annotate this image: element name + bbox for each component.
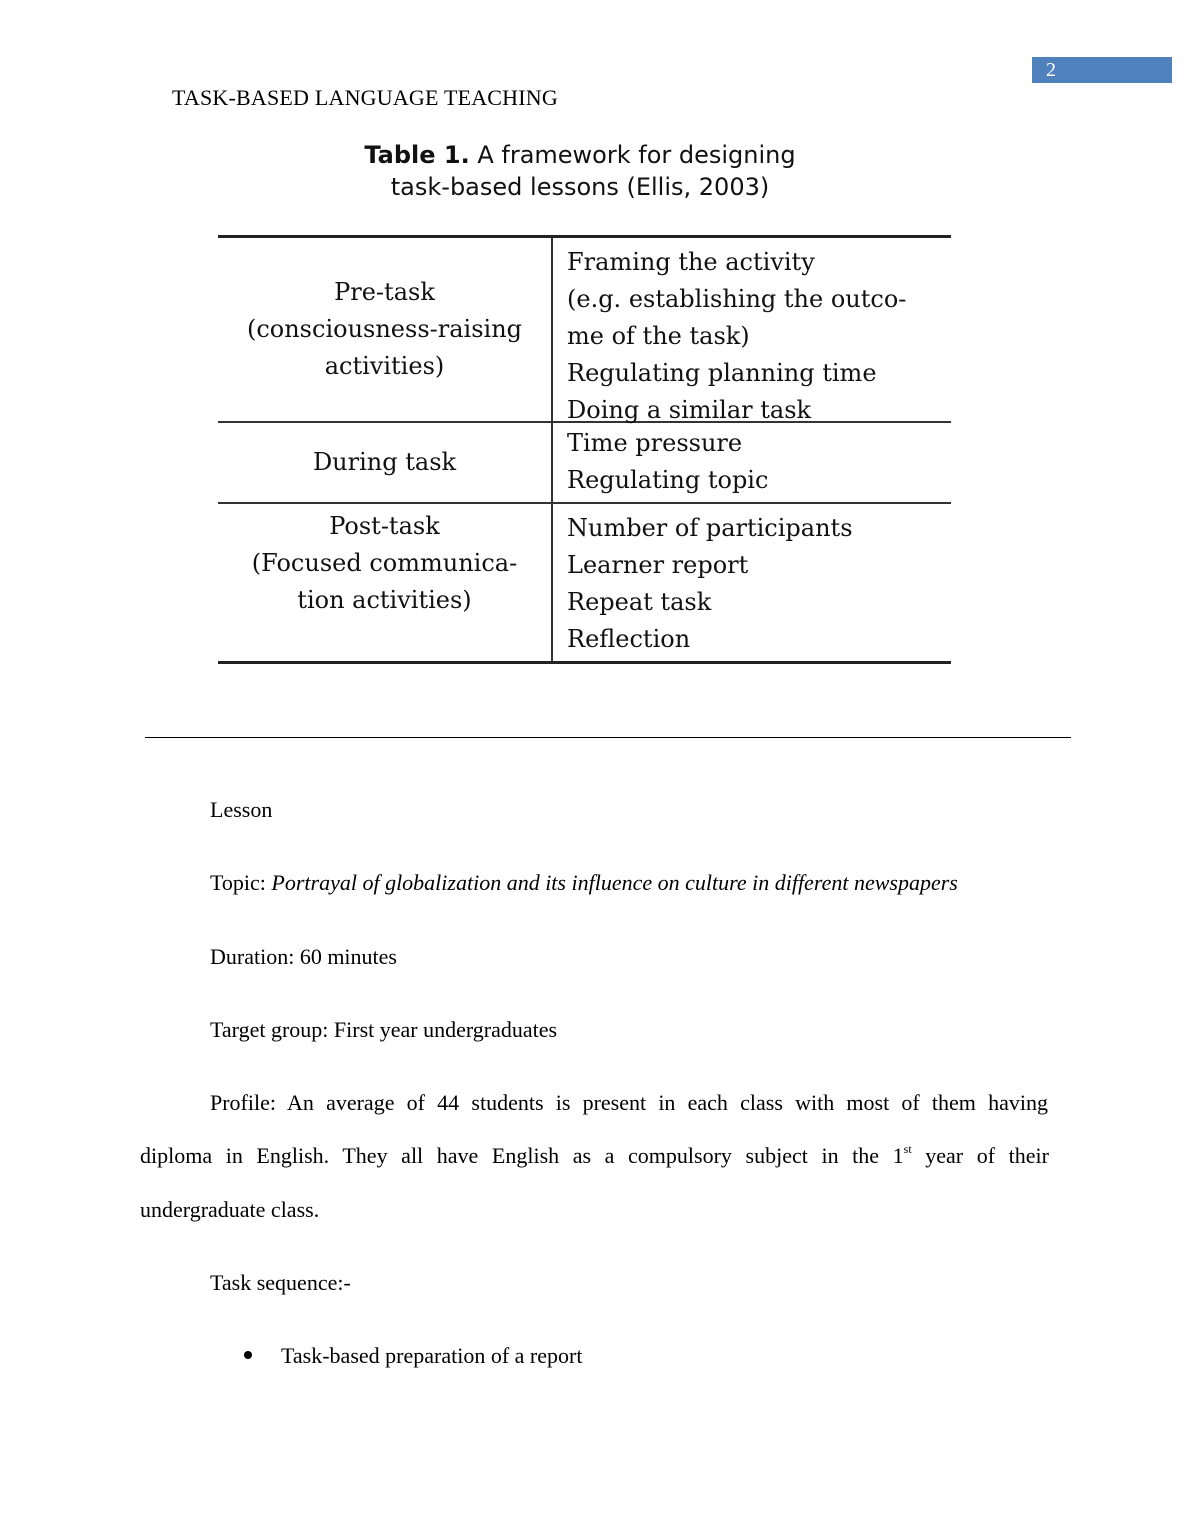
stage-line: activities) (324, 352, 445, 380)
item-line: Regulating topic (567, 466, 769, 494)
topic-label: Topic: (210, 870, 272, 895)
running-head: TASK-BASED LANGUAGE TEACHING (172, 85, 558, 110)
items-cell-during-task (553, 423, 951, 502)
lesson-heading: Lesson (210, 797, 273, 822)
table-row-post-task (218, 504, 951, 661)
table-caption-label: Table 1. (364, 141, 470, 169)
item-line: me of the task) (567, 322, 750, 350)
stage-line: Pre-task (334, 278, 435, 306)
item-line: Framing the activity (567, 248, 815, 276)
item-line: Regulating planning time (567, 359, 877, 387)
stage-cell-post-task (218, 504, 553, 661)
framework-table (218, 235, 951, 664)
stage-line: During task (312, 448, 457, 476)
ordinal-suffix: st (903, 1142, 912, 1156)
table-row-during-task (218, 423, 951, 504)
item-line: Number of participants (567, 514, 853, 542)
stage-cell-during-task (218, 423, 553, 502)
table-caption-line1: A framework for designing (469, 141, 796, 169)
item-line: Learner report (567, 551, 749, 579)
stage-line: Post-task (329, 512, 440, 540)
task-sequence-label: Task sequence:- (210, 1270, 351, 1295)
items-cell-post-task (553, 504, 951, 661)
table-caption-line2: task-based lessons (Ellis, 2003) (390, 173, 770, 201)
section-divider (145, 737, 1071, 738)
item-line: Doing a similar task (567, 396, 812, 424)
topic-value: Portrayal of globalization and its influence on culture in different newspapers (271, 870, 958, 895)
profile-line-3: undergraduate class. (140, 1197, 320, 1222)
page-number: 2 (1032, 57, 1172, 83)
profile-line-2-after: year of their (911, 1143, 1049, 1168)
stage-cell-pre-task (218, 238, 553, 421)
stage-line: (consciousness-raising (246, 315, 523, 343)
table-row-pre-task (218, 238, 951, 423)
lesson-target-group: Target group: First year undergraduates (210, 1017, 558, 1042)
lesson-topic (210, 870, 958, 896)
item-line: Time pressure (567, 429, 743, 457)
item-line: (e.g. establishing the outco- (567, 285, 907, 313)
bullet-item: Task-based preparation of a report (281, 1343, 583, 1368)
table-caption (200, 139, 960, 203)
items-cell-pre-task (553, 238, 951, 424)
bullet-icon (244, 1351, 252, 1359)
lesson-duration: Duration: 60 minutes (210, 944, 397, 969)
item-line: Repeat task (567, 588, 712, 616)
profile-line-2 (140, 1143, 1049, 1169)
profile-line-1: Profile: An average of 44 students is present in each class with most of them having (210, 1090, 1048, 1115)
stage-line: tion activities) (297, 586, 472, 614)
item-line: Reflection (567, 625, 691, 653)
stage-line: (Focused communica- (251, 549, 518, 577)
profile-line-2-before: diploma in English. They all have English as a compulsory subject in the 1 (140, 1143, 904, 1168)
table-figure (200, 135, 970, 685)
